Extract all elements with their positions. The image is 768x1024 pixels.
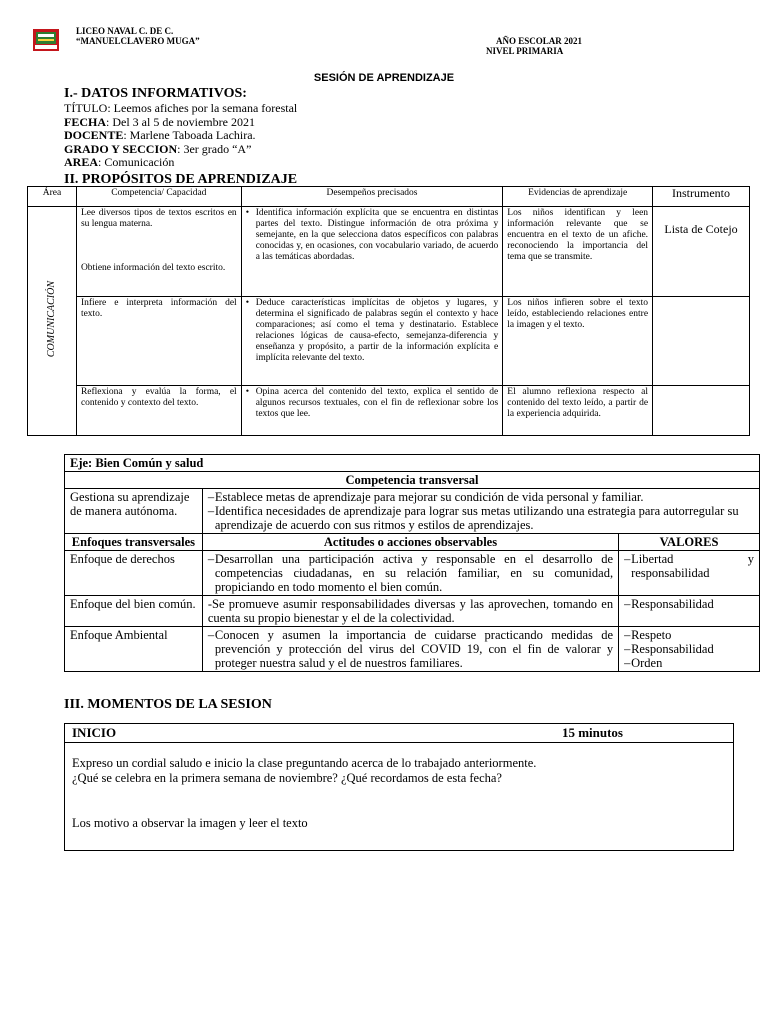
area-value: : Comunicación xyxy=(98,155,175,169)
valor-text: Responsabilidad xyxy=(631,642,714,656)
school-year: AÑO ESCOLAR 2021 xyxy=(496,36,583,46)
fecha-label: FECHA xyxy=(64,114,106,129)
enfoque-valores: – Libertad y responsabilidad xyxy=(619,551,760,596)
titulo-label: TÍTULO xyxy=(64,101,108,115)
competencia-item: Identifica necesidades de aprendizaje para lograr sus metas utilizando una estrategia para autorregular su aprendizaje de acuerdo con sus ritmos y estilos de aprendizajes. xyxy=(214,504,739,532)
valor-text: Respeto xyxy=(631,628,672,642)
grado-label: GRADO Y SECCION xyxy=(64,141,178,156)
col-enfoques: Enfoques transversales xyxy=(65,534,203,551)
transversal-table xyxy=(64,454,760,672)
inicio-line: Expreso un cordial saludo e inicio la clase preguntando acerca de lo trabajado anteriormente. xyxy=(72,756,537,770)
section-2-heading: II. PROPÓSITOS DE APRENDIZAJE xyxy=(64,172,298,187)
actitud-text: Desarrollan una participación activa y responsable en el desarrollo de competencias ciudadanas, en su relación familiar, en su comunidad, propiciando en todo momento el bien común. xyxy=(214,552,614,594)
area-label: AREA xyxy=(64,155,99,169)
col-instrumento: Instrumento xyxy=(653,187,750,207)
titulo-line xyxy=(64,102,297,116)
section-1-heading: I.- DATOS INFORMATIVOS: xyxy=(64,86,247,101)
enfoque-actitud: -Se promueve asumir responsabilidades diversas y las aprovechen, tomando en cuenta su propio bienestar y el de la colectividad. xyxy=(202,596,618,627)
docente-label: DOCENTE xyxy=(64,128,124,142)
grado-line xyxy=(64,143,297,157)
enfoque-actitud: – Desarrollan una participación activa y responsable en el desarrollo de competencias ciudadanas, en su relación familiar, en su comunidad, propiciando en todo momento el bien común. xyxy=(202,551,618,596)
docente-line xyxy=(64,129,297,143)
inicio-header xyxy=(65,724,733,743)
valor-text: Orden xyxy=(631,656,663,670)
competencia-cell: Reflexiona y evalúa la forma, el contenido y contexto del texto. xyxy=(76,386,241,436)
inicio-label: INICIO xyxy=(72,725,117,740)
evidencia-cell: Los niños identifican y leen información relevante que se encuentra en el texto de un afiche. reconociendo la importancia del tema que se transmite. xyxy=(503,207,653,297)
fecha-line xyxy=(64,116,297,130)
datos-informativos xyxy=(64,102,297,170)
school-name: LICEO NAVAL C. DE C. xyxy=(76,26,174,36)
competencia-header: Competencia transversal xyxy=(65,472,760,489)
desempeno-cell: • Opina acerca del contenido del texto, explica el sentido de algunos recursos textuales, con el fin de reflexionar sobre los textos que lee. xyxy=(241,386,503,436)
grado-value: : 3er grado “A” xyxy=(177,141,252,156)
fecha-value: : Del 3 al 5 de noviembre 2021 xyxy=(106,114,255,129)
page-title: SESIÓN DE APRENDIZAJE xyxy=(313,72,455,84)
docente-value: : Marlene Taboada Lachira. xyxy=(123,128,256,142)
area-cell xyxy=(28,207,77,436)
inicio-box xyxy=(64,723,734,851)
area-value: COMUNICACIÓN xyxy=(46,280,58,358)
enfoque-valores: – Responsabilidad xyxy=(619,596,760,627)
inicio-line-blank xyxy=(72,801,726,816)
eje-title: Eje: Bien Común y salud xyxy=(65,455,760,472)
col-competencia: Competencia/ Capacidad xyxy=(76,187,241,207)
desempeno-cell: • Deduce características implícitas de objetos y lugares, y determina el significado de palabras según el contexto y hace comparaciones; así como el tema y destinatario. Establece relaciones lógicas de causa-efecto, semejanza-diferencia y enseñanza y propósito, a partir de la información explícita e implícita relevante del texto. xyxy=(241,297,503,386)
instrumento-empty xyxy=(653,297,750,386)
valor-text: Libertad y responsabilidad xyxy=(631,552,754,580)
enfoque-name: Enfoque Ambiental xyxy=(65,627,203,672)
area-line xyxy=(64,156,297,170)
competencia-name: Gestiona su aprendizaje de manera autónoma. xyxy=(65,489,203,534)
instrumento-empty xyxy=(653,386,750,436)
desempeno-text: Opina acerca del contenido del texto, explica el sentido de algunos recursos textuales, con el fin de reflexionar sobre los textos que lee. xyxy=(255,387,499,419)
competencia-text: Lee diversos tipos de textos escritos en su lengua materna. xyxy=(80,208,237,229)
col-evidencias: Evidencias de aprendizaje xyxy=(503,187,653,207)
evidencia-cell: El alumno reflexiona respecto al contenido del texto leído, a partir de la experiencia adquirida. xyxy=(503,386,653,436)
school-name-2: “MANUELCLAVERO MUGA” xyxy=(76,36,200,46)
col-valores: VALORES xyxy=(619,534,760,551)
col-actitudes: Actitudes o acciones observables xyxy=(202,534,618,551)
competencia-cell: Infiere e interpreta información del texto. xyxy=(76,297,241,386)
actitud-text: Conocen y asumen la importancia de cuidarse practicando medidas de prevención y protección del virus del COVID 19, con el fin de valorar y proteger nuestra salud y el de nuestros familiares. xyxy=(214,628,614,670)
col-desempenos: Desempeños precisados xyxy=(241,187,503,207)
enfoque-name: Enfoque de derechos xyxy=(65,551,203,596)
table-row xyxy=(76,207,241,297)
desempeno-text: Deduce características implícitas de objetos y lugares, y determina el significado de palabras según el contexto y hace comparaciones; así como el tema y destinatario. Establece relaciones lógicas de causa-efecto, semejanza-diferencia y enseñanza y propósito, a partir de la información explícita e implícita relevante del texto. xyxy=(255,298,499,363)
school-crest-icon xyxy=(32,26,60,54)
instrumento-cell: Lista de Cotejo xyxy=(653,207,750,297)
titulo-value: : Leemos afiches por la semana forestal xyxy=(107,101,298,115)
school-level: NIVEL PRIMARIA xyxy=(486,46,564,56)
evidencia-cell: Los niños infieren sobre el texto leído, estableciendo relaciones entre la imagen y el texto. xyxy=(503,297,653,386)
competencia-item: Establece metas de aprendizaje para mejorar su condición de vida personal y familiar. xyxy=(214,490,644,504)
enfoque-name: Enfoque del bien común. xyxy=(65,596,203,627)
inicio-body xyxy=(65,743,733,831)
col-area: Área xyxy=(28,187,77,207)
enfoque-actitud: – Conocen y asumen la importancia de cuidarse practicando medidas de prevención y protección del virus del COVID 19, con el fin de valorar y proteger nuestra salud y el de nuestros familiares. xyxy=(202,627,618,672)
capacidad-text: Obtiene información del texto escrito. xyxy=(80,263,226,273)
inicio-line-blank xyxy=(72,786,726,801)
inicio-line: ¿Qué se celebra en la primera semana de noviembre? ¿Qué recordamos de esta fecha? xyxy=(72,771,502,785)
inicio-time: 15 minutos xyxy=(561,725,623,740)
inicio-line: Los motivo a observar la imagen y leer el texto xyxy=(72,816,308,830)
competencia-items: – Establece metas de aprendizaje para mejorar su condición de vida personal y familiar. – Identifica necesidades de aprendizaje para lograr sus metas utilizando una estrategia para autorregular su aprendizaje de acuerdo con sus ritmos y estilos de aprendizajes. xyxy=(202,489,759,534)
desempeno-cell: • Identifica información explícita que se encuentra en distintas partes del texto. Distingue información de otra próxima y semejante, en la que selecciona datos específicos con palabras conocidas y, en ocasiones, con vocabulario variado, de acuerdo a las temáticas abordadas. xyxy=(241,207,503,297)
propositos-table xyxy=(27,186,750,436)
section-3-heading: III. MOMENTOS DE LA SESION xyxy=(64,697,272,712)
enfoque-valores: – Respeto – Responsabilidad – Orden xyxy=(619,627,760,672)
desempeno-text: Identifica información explícita que se encuentra en distintas partes del texto. Distingue información de otra próxima y semejante, en la que selecciona datos específicos con palabras conocidas y, en ocasiones, con vocabulario variado, de acuerdo a las temáticas abordadas. xyxy=(255,208,499,262)
valor-text: Responsabilidad xyxy=(631,597,714,611)
